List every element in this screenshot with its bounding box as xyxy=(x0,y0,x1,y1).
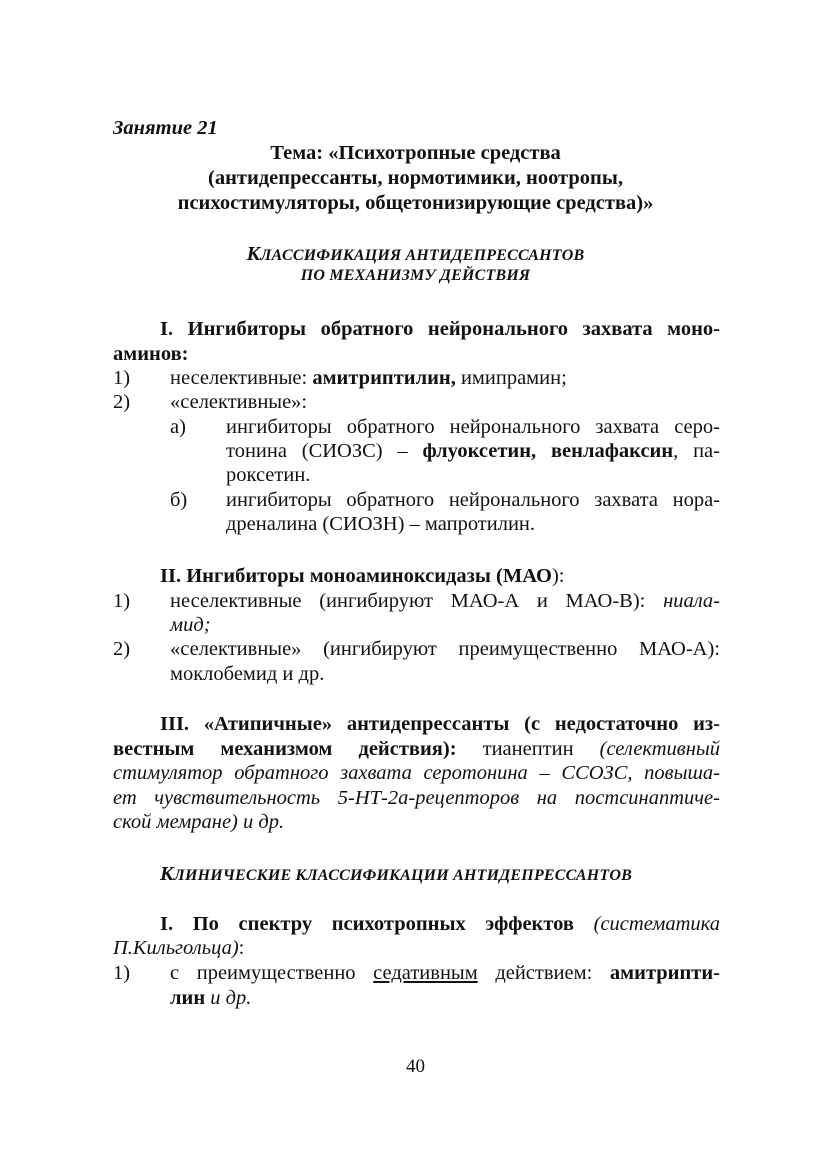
group1-sub-a-letter: а) xyxy=(170,416,186,438)
group4-item1-line1: с преимущественно седативным действием: амитрипти- xyxy=(170,962,720,984)
group3-line2: вестным механизмом действия): тианептин (селективный xyxy=(113,738,721,760)
group2-item2-line1: «селективные» (ингибируют преимущественно МАО-А): xyxy=(170,638,720,660)
group1-sub-b-letter: б) xyxy=(170,489,188,511)
section-heading-mechanism-line2: ПО МЕХАНИЗМУ ДЕЙСТВИЯ xyxy=(300,267,531,284)
group4-item1-number: 1) xyxy=(113,962,131,984)
group1-title-line1: I. Ингибиторы обратного нейронального захвата моно- xyxy=(160,318,720,340)
group1-item2-number: 2) xyxy=(113,391,131,413)
group2-item1-line2: мид; xyxy=(170,614,211,636)
group1-sub-a-line3: роксетин. xyxy=(226,464,311,486)
group1-sub-a-line2: тонина (СИОЗС) – флуоксетин, венлафаксин, па- xyxy=(226,440,720,462)
section-heading-clinical: КЛИНИЧЕСКИЕ КЛАССИФИКАЦИИ АНТИДЕПРЕССАНТОВ xyxy=(160,863,633,885)
group1-item1-text: неселективные: амитриптилин, имипрамин; xyxy=(170,367,567,389)
topic-line-3: психостимуляторы, общетонизирующие средства)» xyxy=(177,192,654,214)
group1-item2-text: «селективные»: xyxy=(170,391,308,413)
group4-title-line2: П.Кильгольца): xyxy=(113,937,245,959)
group2-item2-number: 2) xyxy=(113,638,131,660)
group1-title-line2: аминов: xyxy=(113,343,189,365)
page-number: 40 xyxy=(406,1056,425,1077)
group2-title: II. Ингибиторы моноаминоксидазы (МАО): xyxy=(160,565,565,587)
group2-item1-number: 1) xyxy=(113,590,131,612)
group3-line5: ской мемране) и др. xyxy=(113,811,285,833)
section-heading-mechanism: КЛАССИФИКАЦИЯ АНТИДЕПРЕССАНТОВ xyxy=(246,243,585,265)
group3-line4: ет чувствительность 5-НТ-2а-рецепторов на постсинаптиче- xyxy=(113,787,720,809)
group1-sub-b-line2: дреналина (СИОЗН) – мапротилин. xyxy=(226,513,536,535)
group2-item1-line1: неселективные (ингибируют МАО-А и МАО-В): ниала- xyxy=(170,590,720,612)
group3-line1: III. «Атипичные» антидепрессанты (с недостаточно из- xyxy=(160,713,720,735)
group2-item2-line2: моклобемид и др. xyxy=(170,663,325,685)
group1-item1-number: 1) xyxy=(113,367,131,389)
topic-line-1: Тема: «Психотропные средства xyxy=(270,142,561,164)
group4-item1-line2: лин и др. xyxy=(170,987,252,1009)
topic-line-2: (антидепрессанты, нормотимики, ноотропы, xyxy=(208,167,623,189)
group1-sub-b-line1: ингибиторы обратного нейронального захвата нора- xyxy=(226,489,720,511)
group3-line3: стимулятор обратного захвата серотонина – ССОЗС, повыша- xyxy=(113,762,720,784)
lesson-label: Занятие 21 xyxy=(113,117,218,139)
group4-title: I. По спектру психотропных эффектов (систематика xyxy=(160,913,720,935)
group1-sub-a-line1: ингибиторы обратного нейронального захвата серо- xyxy=(226,416,720,438)
